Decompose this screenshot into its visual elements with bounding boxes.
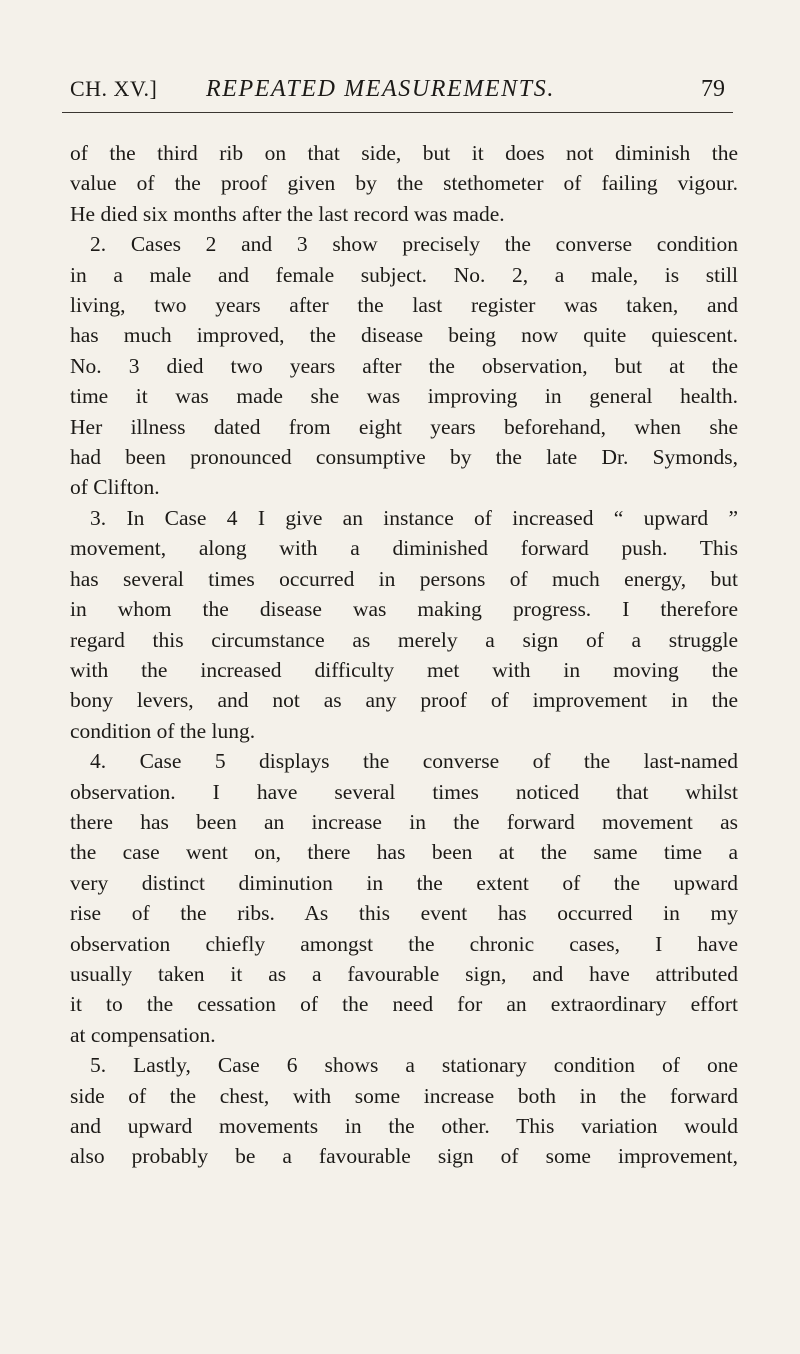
body-text bbox=[70, 138, 738, 1172]
text-line: time it was made she was improving in general health. bbox=[70, 384, 738, 409]
text-line: has much improved, the disease being now quite quiescent. bbox=[70, 323, 738, 348]
text-line: usually taken it as a favourable sign, and have attributed bbox=[70, 961, 738, 986]
text-line: value of the proof given by the stethometer of failing vigour. bbox=[70, 171, 738, 196]
text-line: with the increased difficulty met with in moving the bbox=[70, 657, 738, 682]
page-number: 79 bbox=[701, 76, 725, 102]
text-line: Her illness dated from eight years beforehand, when she bbox=[70, 414, 738, 439]
text-line: rise of the ribs. As this event has occurred in my bbox=[70, 901, 738, 926]
text-line: in whom the disease was making progress. I therefore bbox=[70, 597, 738, 622]
running-title: REPEATED MEASUREMENTS. bbox=[206, 76, 555, 102]
text-line: bony levers, and not as any proof of improvement in the bbox=[70, 688, 738, 713]
text-line: has several times occurred in persons of much energy, but bbox=[70, 566, 738, 591]
text-line: living, two years after the last register was taken, and bbox=[70, 293, 738, 318]
text-line: movement, along with a diminished forward push. This bbox=[70, 536, 738, 561]
text-line: He died six months after the last record was made. bbox=[70, 201, 505, 226]
text-line: regard this circumstance as merely a sign of a struggle bbox=[70, 627, 738, 652]
text-line: the case went on, there has been at the same time a bbox=[70, 840, 738, 865]
text-line: of Clifton. bbox=[70, 475, 160, 500]
text-line: 4. Case 5 displays the converse of the last-named bbox=[90, 749, 738, 774]
text-line: in a male and female subject. No. 2, a male, is still bbox=[70, 262, 738, 287]
text-line: at compensation. bbox=[70, 1022, 216, 1047]
text-line: No. 3 died two years after the observation, but at the bbox=[70, 353, 738, 378]
text-line: and upward movements in the other. This variation would bbox=[70, 1114, 738, 1138]
text-line: condition of the lung. bbox=[70, 718, 256, 743]
text-line: there has been an increase in the forward movement as bbox=[70, 809, 738, 834]
text-line: 5. Lastly, Case 6 shows a stationary condition of one bbox=[90, 1053, 738, 1078]
text-line: 2. Cases 2 and 3 show precisely the converse condition bbox=[90, 232, 738, 257]
header-rule bbox=[62, 112, 733, 113]
text-line: of the third rib on that side, but it does not diminish the bbox=[70, 141, 738, 165]
text-line: observation chiefly amongst the chronic cases, I have bbox=[70, 931, 738, 956]
text-line: observation. I have several times noticed that whilst bbox=[70, 779, 738, 804]
text-line: side of the chest, with some increase both in the forward bbox=[70, 1083, 738, 1108]
text-line: also probably be a favourable sign of some improvement, bbox=[70, 1144, 738, 1169]
text-line: had been pronounced consumptive by the late Dr. Symonds, bbox=[70, 445, 738, 470]
running-header bbox=[62, 76, 733, 110]
text-line: very distinct diminution in the extent of the upward bbox=[70, 870, 738, 895]
chapter-label: CH. XV.] bbox=[70, 76, 158, 101]
text-line: 3. In Case 4 I give an instance of increased “ upward ” bbox=[90, 505, 738, 530]
text-line: it to the cessation of the need for an extraordinary effort bbox=[70, 992, 738, 1017]
